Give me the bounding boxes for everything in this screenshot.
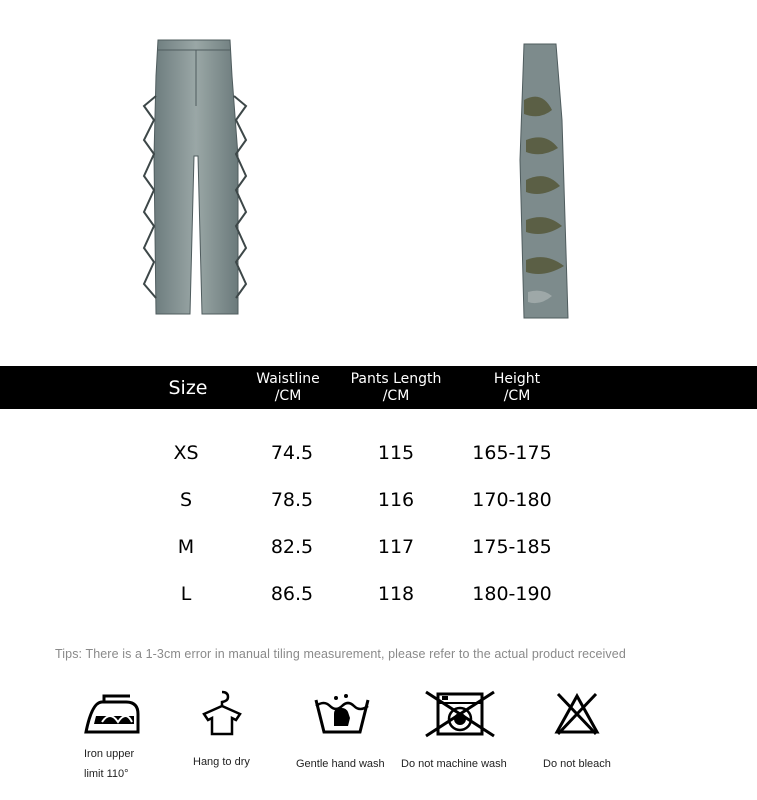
hand-wash-icon [312, 692, 372, 736]
cell-waist: 86.5 [270, 583, 314, 605]
cell-length: 118 [377, 583, 415, 605]
measurement-tips: Tips: There is a 1-3cm error in manual tiling measurement, please refer to the actual product received [55, 647, 626, 661]
table-row [0, 571, 757, 618]
cell-size: M [177, 536, 195, 558]
cell-waist: 78.5 [270, 489, 314, 511]
hang-dry-icon [198, 688, 246, 738]
cell-size: S [179, 489, 193, 511]
iron-label-1: Iron upper [84, 748, 135, 760]
cell-length: 115 [377, 442, 415, 464]
no-machine-wash-icon [424, 690, 496, 738]
hang-dry-label: Hang to dry [193, 756, 250, 768]
cell-height: 170-180 [472, 489, 552, 511]
table-row [0, 477, 757, 524]
hand-wash-label: Gentle hand wash [296, 758, 385, 770]
cell-length: 117 [377, 536, 415, 558]
no-bleach-label: Do not bleach [543, 758, 611, 770]
header-pants-length: Pants Length /CM [350, 370, 442, 404]
cell-size: XS [173, 442, 199, 464]
cell-waist: 82.5 [270, 536, 314, 558]
cell-height: 175-185 [472, 536, 552, 558]
size-table-header [0, 366, 757, 409]
cell-length: 116 [377, 489, 415, 511]
care-no-bleach [528, 686, 668, 796]
header-waistline: Waistline /CM [256, 370, 320, 404]
cell-height: 165-175 [472, 442, 552, 464]
iron-label-2: limit 110° [84, 768, 129, 780]
jeans-side-image [512, 40, 578, 320]
care-no-machine-wash [396, 686, 536, 796]
cell-height: 180-190 [472, 583, 552, 605]
jeans-front-image [140, 36, 252, 318]
header-size: Size [168, 376, 208, 399]
header-height: Height /CM [493, 370, 541, 404]
cell-size: L [180, 583, 192, 605]
cell-waist: 74.5 [270, 442, 314, 464]
no-bleach-icon [554, 692, 600, 736]
product-photos [0, 0, 757, 360]
iron-icon [82, 692, 142, 736]
table-row [0, 524, 757, 571]
no-machine-wash-label: Do not machine wash [401, 758, 507, 770]
table-row [0, 430, 757, 477]
